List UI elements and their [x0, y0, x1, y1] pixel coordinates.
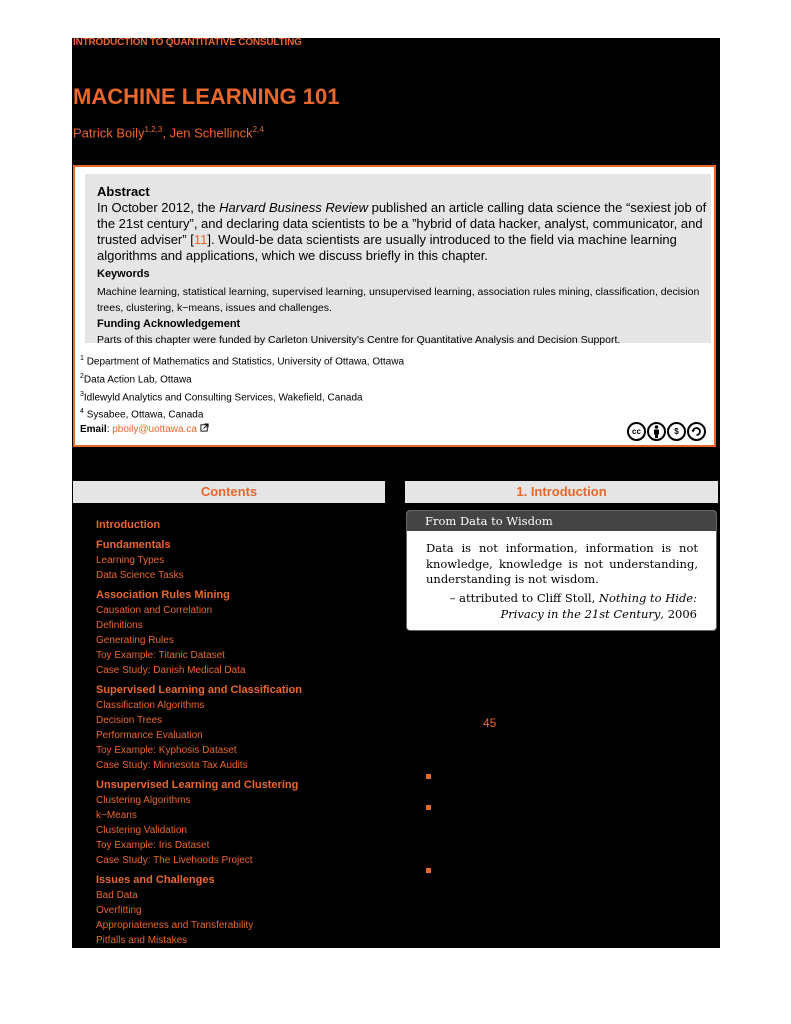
toc-item[interactable]: Causation and Correlation — [96, 605, 213, 616]
toc-section[interactable]: Supervised Learning and Classification — [96, 684, 302, 696]
toc-item[interactable]: Toy Example: Titanic Dataset — [96, 650, 225, 661]
affiliation-text: Idlewyld Analytics and Consulting Services, Wakefield, Canada — [83, 391, 363, 403]
toc-section[interactable]: Association Rules Mining — [96, 589, 230, 601]
quote-box — [406, 510, 717, 631]
abstract-journal-name: Harvard Business Review — [219, 200, 368, 215]
affiliation-text: Sysabee, Ottawa, Canada — [86, 409, 204, 421]
toc-item[interactable]: Case Study: Danish Medical Data — [96, 665, 246, 676]
bullet-marker — [426, 805, 431, 810]
page-number: 45 — [483, 716, 497, 730]
author-name: Patrick Boily — [73, 125, 145, 141]
email-line: Email: pboily@uottawa.ca — [80, 423, 404, 438]
quote-text: Data is not information, information is not knowledge, knowledge is not understanding, understanding is not wisdom. — [426, 541, 698, 586]
toc-section[interactable]: Issues and Challenges — [96, 874, 215, 886]
funding-text: Parts of this chapter were funded by Carleton University’s Centre for Quantitative Analysis and Decision Support. — [97, 334, 621, 346]
email-link[interactable]: pboily@uottawa.ca — [112, 424, 197, 436]
affiliation-num: 1 — [80, 355, 84, 362]
toc-item[interactable]: Pitfalls and Mistakes — [96, 935, 188, 946]
affiliation-num: 4 — [80, 408, 84, 416]
author-affil-sup: 1,2,3 — [144, 125, 163, 134]
running-head: INTRODUCTION TO QUANTITATIVE CONSULTING — [73, 37, 302, 48]
abstract-panel — [85, 174, 711, 346]
affiliations — [80, 352, 404, 438]
toc-item[interactable]: k−Means — [96, 810, 137, 821]
affiliation-item — [80, 352, 404, 370]
table-of-contents — [96, 513, 381, 948]
abstract-text — [97, 200, 719, 264]
funding-heading: Funding Acknowledgement — [97, 318, 241, 330]
abstract-heading: Abstract — [97, 184, 150, 199]
affiliation-item — [80, 405, 404, 423]
toc-item[interactable]: Clustering Validation — [96, 825, 187, 836]
toc-item[interactable]: Case Study: Minnesota Tax Audits — [96, 760, 248, 771]
attribution-prefix: – attributed to Cliff Stoll, — [449, 591, 599, 605]
toc-item[interactable]: Generating Rules — [96, 635, 174, 646]
keywords-heading: Keywords — [97, 268, 150, 280]
toc-item[interactable]: Appropriateness and Transferability — [96, 920, 254, 931]
toc-item[interactable]: Bad Data — [96, 890, 138, 901]
affiliation-text: Data Action Lab, Ottawa — [83, 374, 192, 386]
license-badges[interactable] — [627, 422, 706, 441]
bullet-marker — [426, 774, 431, 779]
bullet-marker — [426, 868, 431, 873]
toc-item[interactable]: Definitions — [96, 620, 143, 631]
toc-item[interactable]: Toy Example: Iris Dataset — [96, 840, 210, 851]
toc-item[interactable]: Learning Types — [96, 555, 165, 566]
toc-section[interactable]: Fundamentals — [96, 539, 171, 551]
noncommercial-icon: $ — [667, 422, 686, 441]
quote-title: From Data to Wisdom — [407, 511, 716, 531]
abstract-text-part: In October 2012, the — [97, 200, 220, 215]
attribution-icon — [647, 422, 666, 441]
contents-heading: Contents — [73, 481, 385, 503]
abstract-box — [73, 165, 716, 447]
introduction-heading: 1. Introduction — [405, 481, 718, 503]
toc-item[interactable]: Case Study: The Livehoods Project — [96, 855, 253, 866]
abstract-text-part: ]. Would-be data scientists are usually introduced to the field via machine learning algorithms and applications, which we discuss briefly in this chapter. — [97, 232, 677, 263]
paper-title: MACHINE LEARNING 101 — [73, 84, 340, 109]
toc-item[interactable]: Toy Example: Kyphosis Dataset — [96, 745, 237, 756]
affiliation-num: 3 — [80, 390, 84, 398]
toc-section[interactable]: Unsupervised Learning and Clustering — [96, 779, 299, 791]
toc-item[interactable]: Clustering Algorithms — [96, 795, 191, 806]
toc-item[interactable]: Data Science Tasks — [96, 570, 184, 581]
toc-item[interactable]: Performance Evaluation — [96, 730, 203, 741]
author-name: Jen Schellinck — [169, 125, 253, 141]
citation-link[interactable]: 11 — [193, 232, 208, 247]
author-affil-sup: 2,4 — [252, 125, 264, 134]
attribution-work: Nothing to Hide: Privacy in the 21st Century — [500, 591, 697, 621]
abstract-text-part: published an article calling data science the “sexiest job of the 21st century”, and declaring data scientists to be a ”hybrid of data hacker, analyst, communicator, and trusted adviser” [ — [97, 200, 707, 247]
attribution-year: , 2006 — [660, 606, 697, 621]
sharealike-icon — [687, 422, 706, 441]
affiliation-item — [80, 370, 404, 388]
keywords-text: Machine learning, statistical learning, supervised learning, unsupervised learning, association rules mining, classification, decision trees, clustering, k−means, issues and challenges. — [97, 286, 700, 314]
toc-item[interactable]: Overfitting — [96, 905, 142, 916]
toc-item[interactable]: Classification Algorithms — [96, 700, 205, 711]
external-link-icon[interactable] — [200, 423, 209, 432]
affiliation-num: 2 — [80, 372, 84, 380]
affiliation-item — [80, 388, 404, 406]
quote-attribution — [417, 591, 697, 622]
author-separator: , — [162, 125, 170, 141]
toc-item[interactable]: Decision Trees — [96, 715, 163, 726]
email-label: Email — [80, 424, 107, 436]
cc-icon: cc — [627, 422, 646, 441]
affiliation-text: Department of Mathematics and Statistics, University of Ottawa, Ottawa — [86, 356, 405, 368]
author-line — [73, 125, 264, 140]
toc-section[interactable]: Introduction — [96, 519, 161, 531]
